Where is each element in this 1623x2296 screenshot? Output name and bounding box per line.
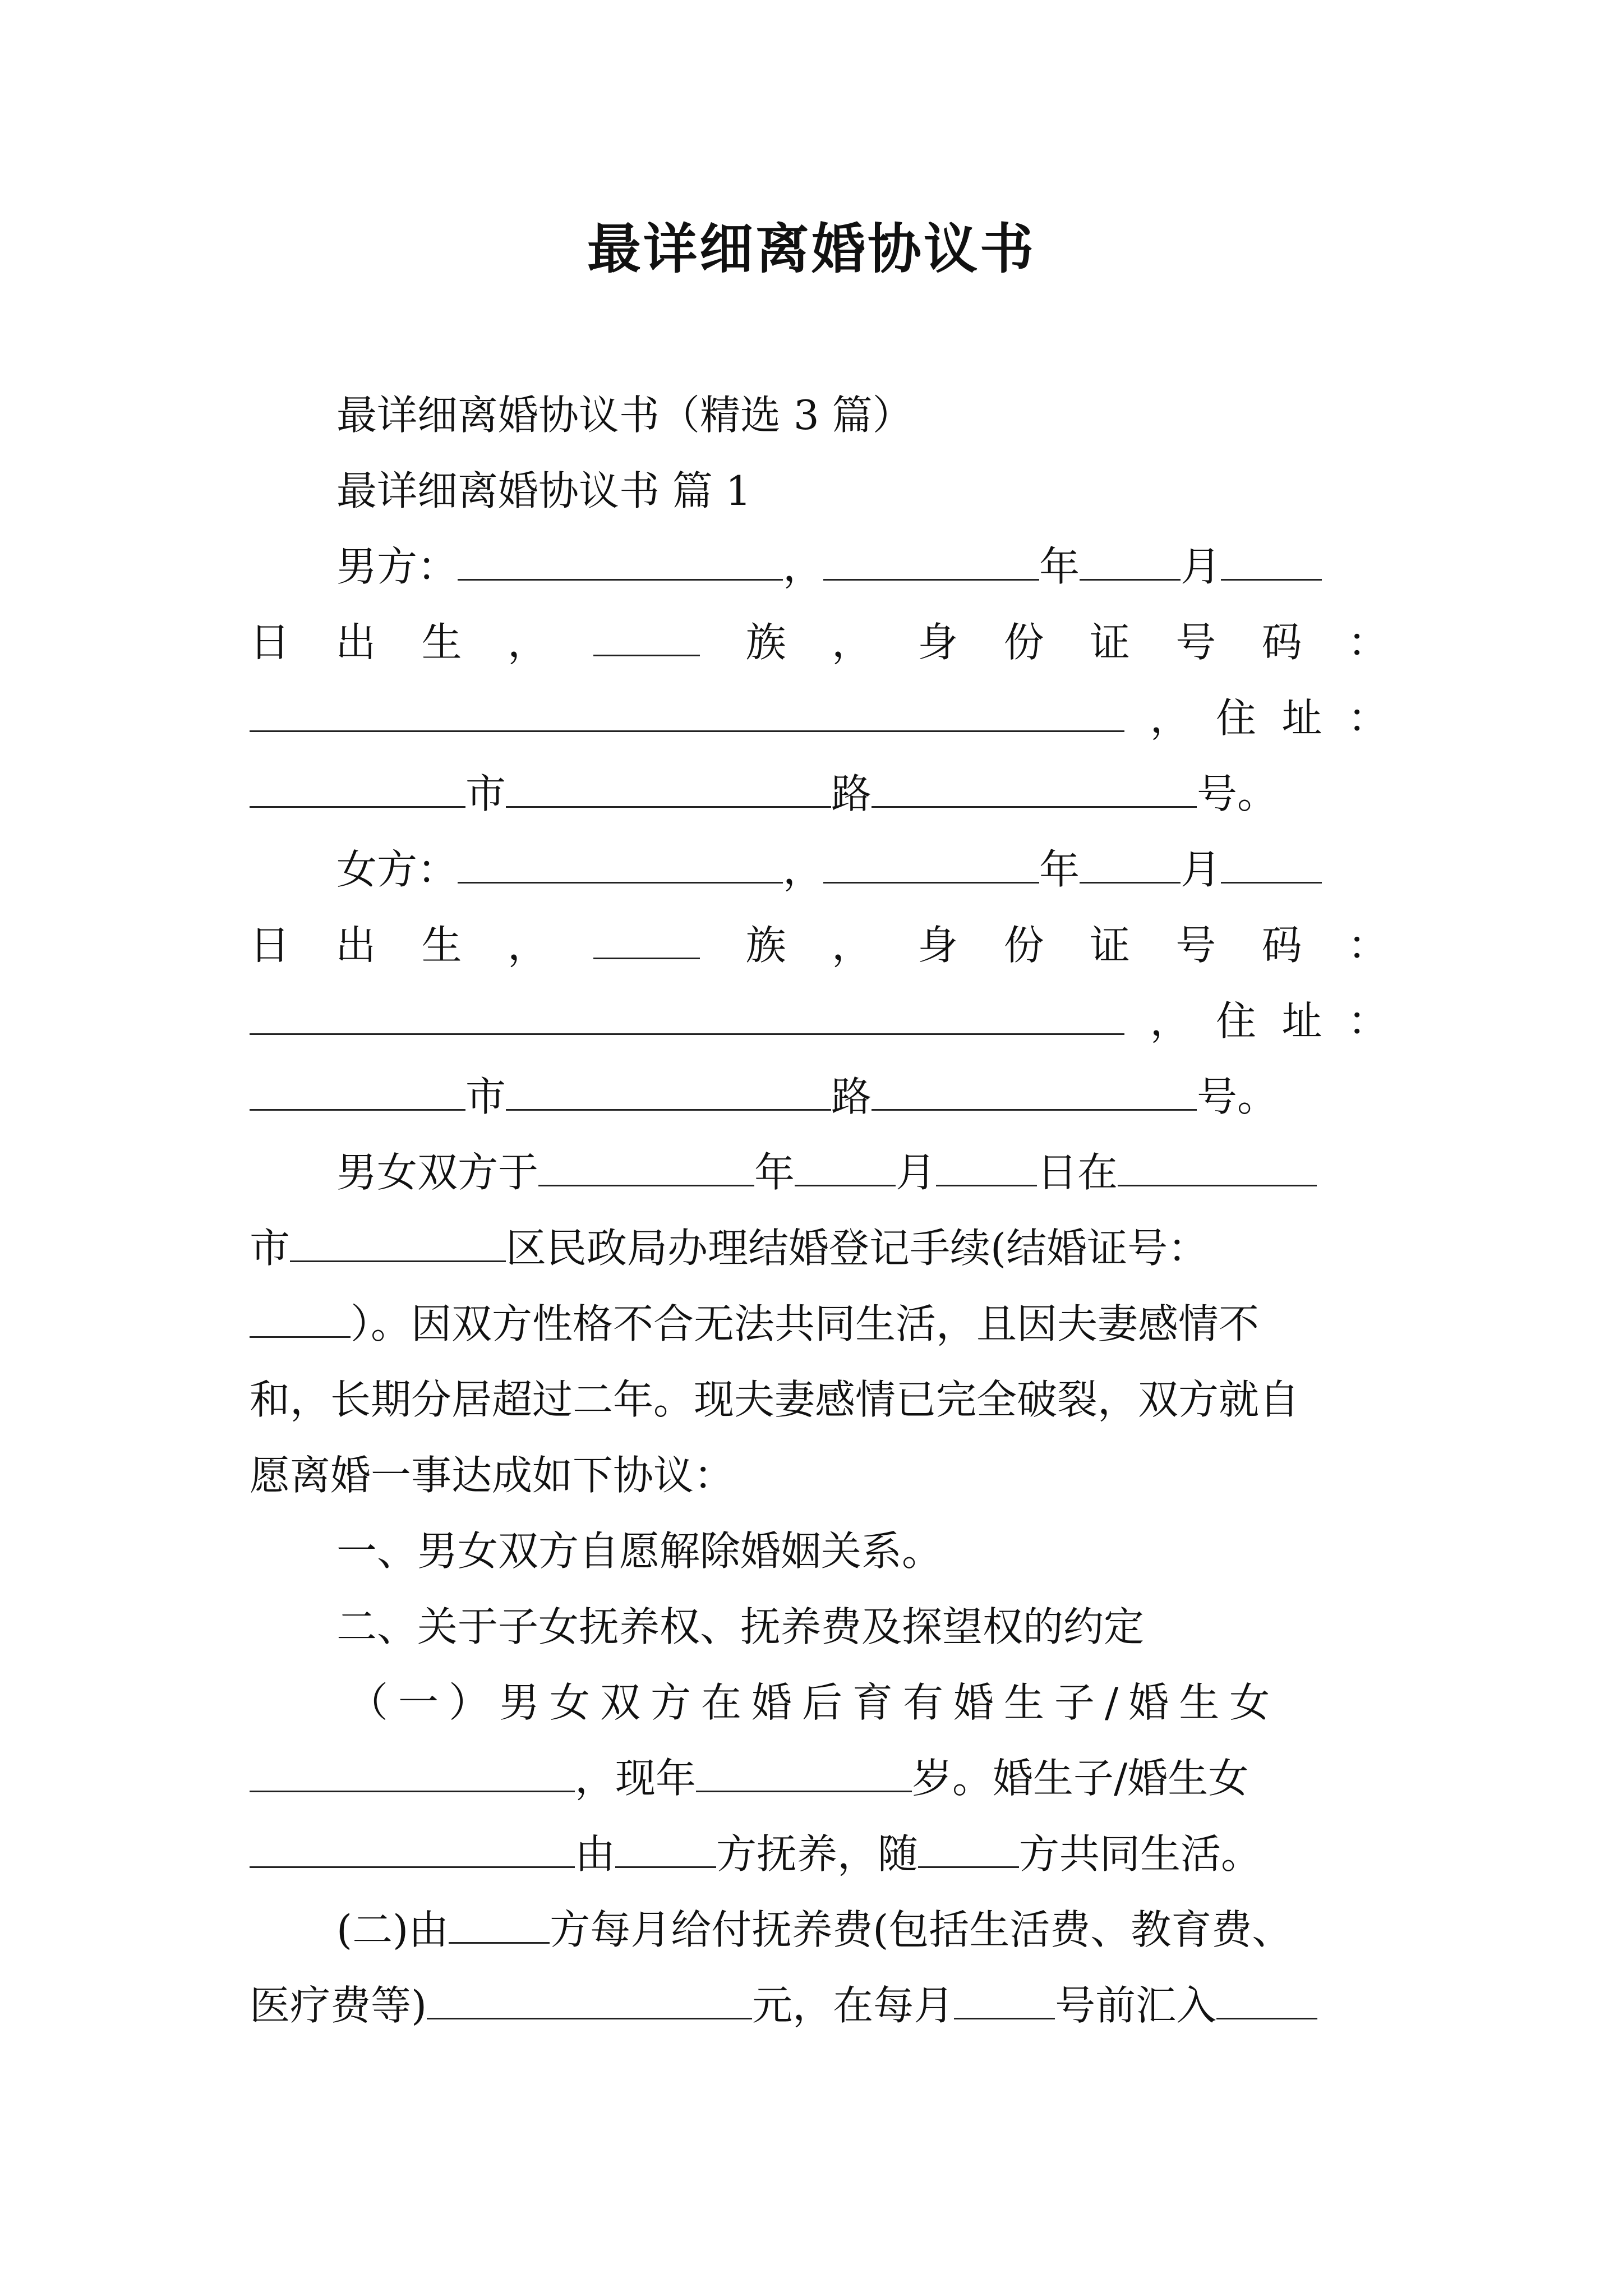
woman-id-blank: [250, 997, 1124, 1035]
man-year-blank: [823, 543, 1039, 581]
clause-2: 二、关于子女抚养权、抚养费及探望权的约定: [336, 1603, 1145, 1650]
marriage-line-3: ）。因双方性格不合无法共同生活，且因夫妻感情不: [250, 1296, 1259, 1352]
support-account-blank: [1216, 1982, 1317, 2019]
marriage-day-blank: [936, 1149, 1037, 1186]
woman-line-1: 女方： ， 年 月: [336, 841, 1322, 898]
woman-month-blank: [1080, 846, 1181, 884]
support-party-blank: [449, 1906, 550, 1944]
child-name-2-blank: [250, 1830, 575, 1868]
marriage-line-1: 男女双方于 年 月 日在: [336, 1144, 1317, 1200]
clause-1: 一、男女双方自愿解除婚姻关系。: [336, 1527, 943, 1575]
support-amount-blank: [427, 1982, 752, 2019]
marriage-month-blank: [795, 1149, 896, 1186]
man-name-blank: [458, 543, 783, 581]
marriage-cert-blank: [250, 1300, 351, 1338]
woman-ethnic-blank: [593, 922, 700, 959]
marriage-line-4: 和，长期分居超过二年。现夫妻感情已完全破裂，双方就自: [250, 1376, 1300, 1423]
woman-road-blank: [506, 1073, 831, 1111]
clause-2-2-line-2: 医疗费等) 元，在每月 号前汇入: [250, 1977, 1317, 2033]
man-line-1: 男方： ， 年 月: [336, 539, 1322, 595]
clause-2-1-line-1: （一）男女双方在婚后育有婚生子/婚生女: [348, 1679, 1280, 1726]
woman-name-blank: [458, 846, 783, 884]
man-day-blank: [1221, 543, 1322, 581]
marriage-city-blank: [1118, 1149, 1317, 1186]
support-day-blank: [954, 1982, 1055, 2019]
clause-2-1-line-2: ，现年 岁。婚生子/婚生女: [250, 1750, 1248, 1806]
marriage-line-2: 市 区民政局办理结婚登记手续(结婚证号：: [250, 1225, 1209, 1272]
document-title: 最详细离婚协议书: [587, 217, 1036, 280]
woman-line-2: 日 出 生 ， 族 ， 身 份 证 号 码 ：: [250, 922, 1388, 969]
marriage-year-blank: [538, 1149, 754, 1186]
man-id-blank: [250, 694, 1124, 732]
marriage-district-blank: [290, 1225, 506, 1262]
clause-2-1-line-3: 由 方抚养，随 方共同生活。: [250, 1826, 1261, 1882]
woman-line-3: ， 住 址 ：: [250, 993, 1388, 1049]
child-age-blank: [696, 1755, 912, 1792]
man-city-blank: [250, 770, 465, 808]
custody-party-blank: [615, 1830, 716, 1868]
woman-city-blank: [250, 1073, 465, 1111]
man-month-blank: [1080, 543, 1181, 581]
man-line-2: 日 出 生 ， 族 ， 身 份 证 号 码 ：: [250, 619, 1388, 666]
marriage-line-5: 愿离婚一事达成如下协议：: [250, 1452, 735, 1499]
man-road-blank: [506, 770, 831, 808]
woman-number-blank: [872, 1073, 1197, 1111]
woman-label: 女方：: [336, 846, 458, 893]
man-line-3: ， 住 址 ：: [250, 690, 1388, 746]
woman-day-blank: [1221, 846, 1322, 884]
residence-party-blank: [918, 1830, 1019, 1868]
man-line-4: 市 路 号。: [250, 766, 1278, 822]
man-number-blank: [872, 770, 1197, 808]
subtitle: 最详细离婚协议书（精选 3 篇）: [336, 392, 913, 439]
woman-year-blank: [823, 846, 1039, 884]
man-label: 男方：: [336, 543, 458, 590]
section-heading: 最详细离婚协议书 篇 1: [336, 467, 751, 514]
woman-line-4: 市 路 号。: [250, 1069, 1278, 1125]
clause-2-2-line-1: (二)由 方每月给付抚养费(包括生活费、教育费、: [336, 1906, 1293, 1953]
child-name-blank: [250, 1755, 575, 1792]
man-ethnic-blank: [593, 619, 700, 656]
